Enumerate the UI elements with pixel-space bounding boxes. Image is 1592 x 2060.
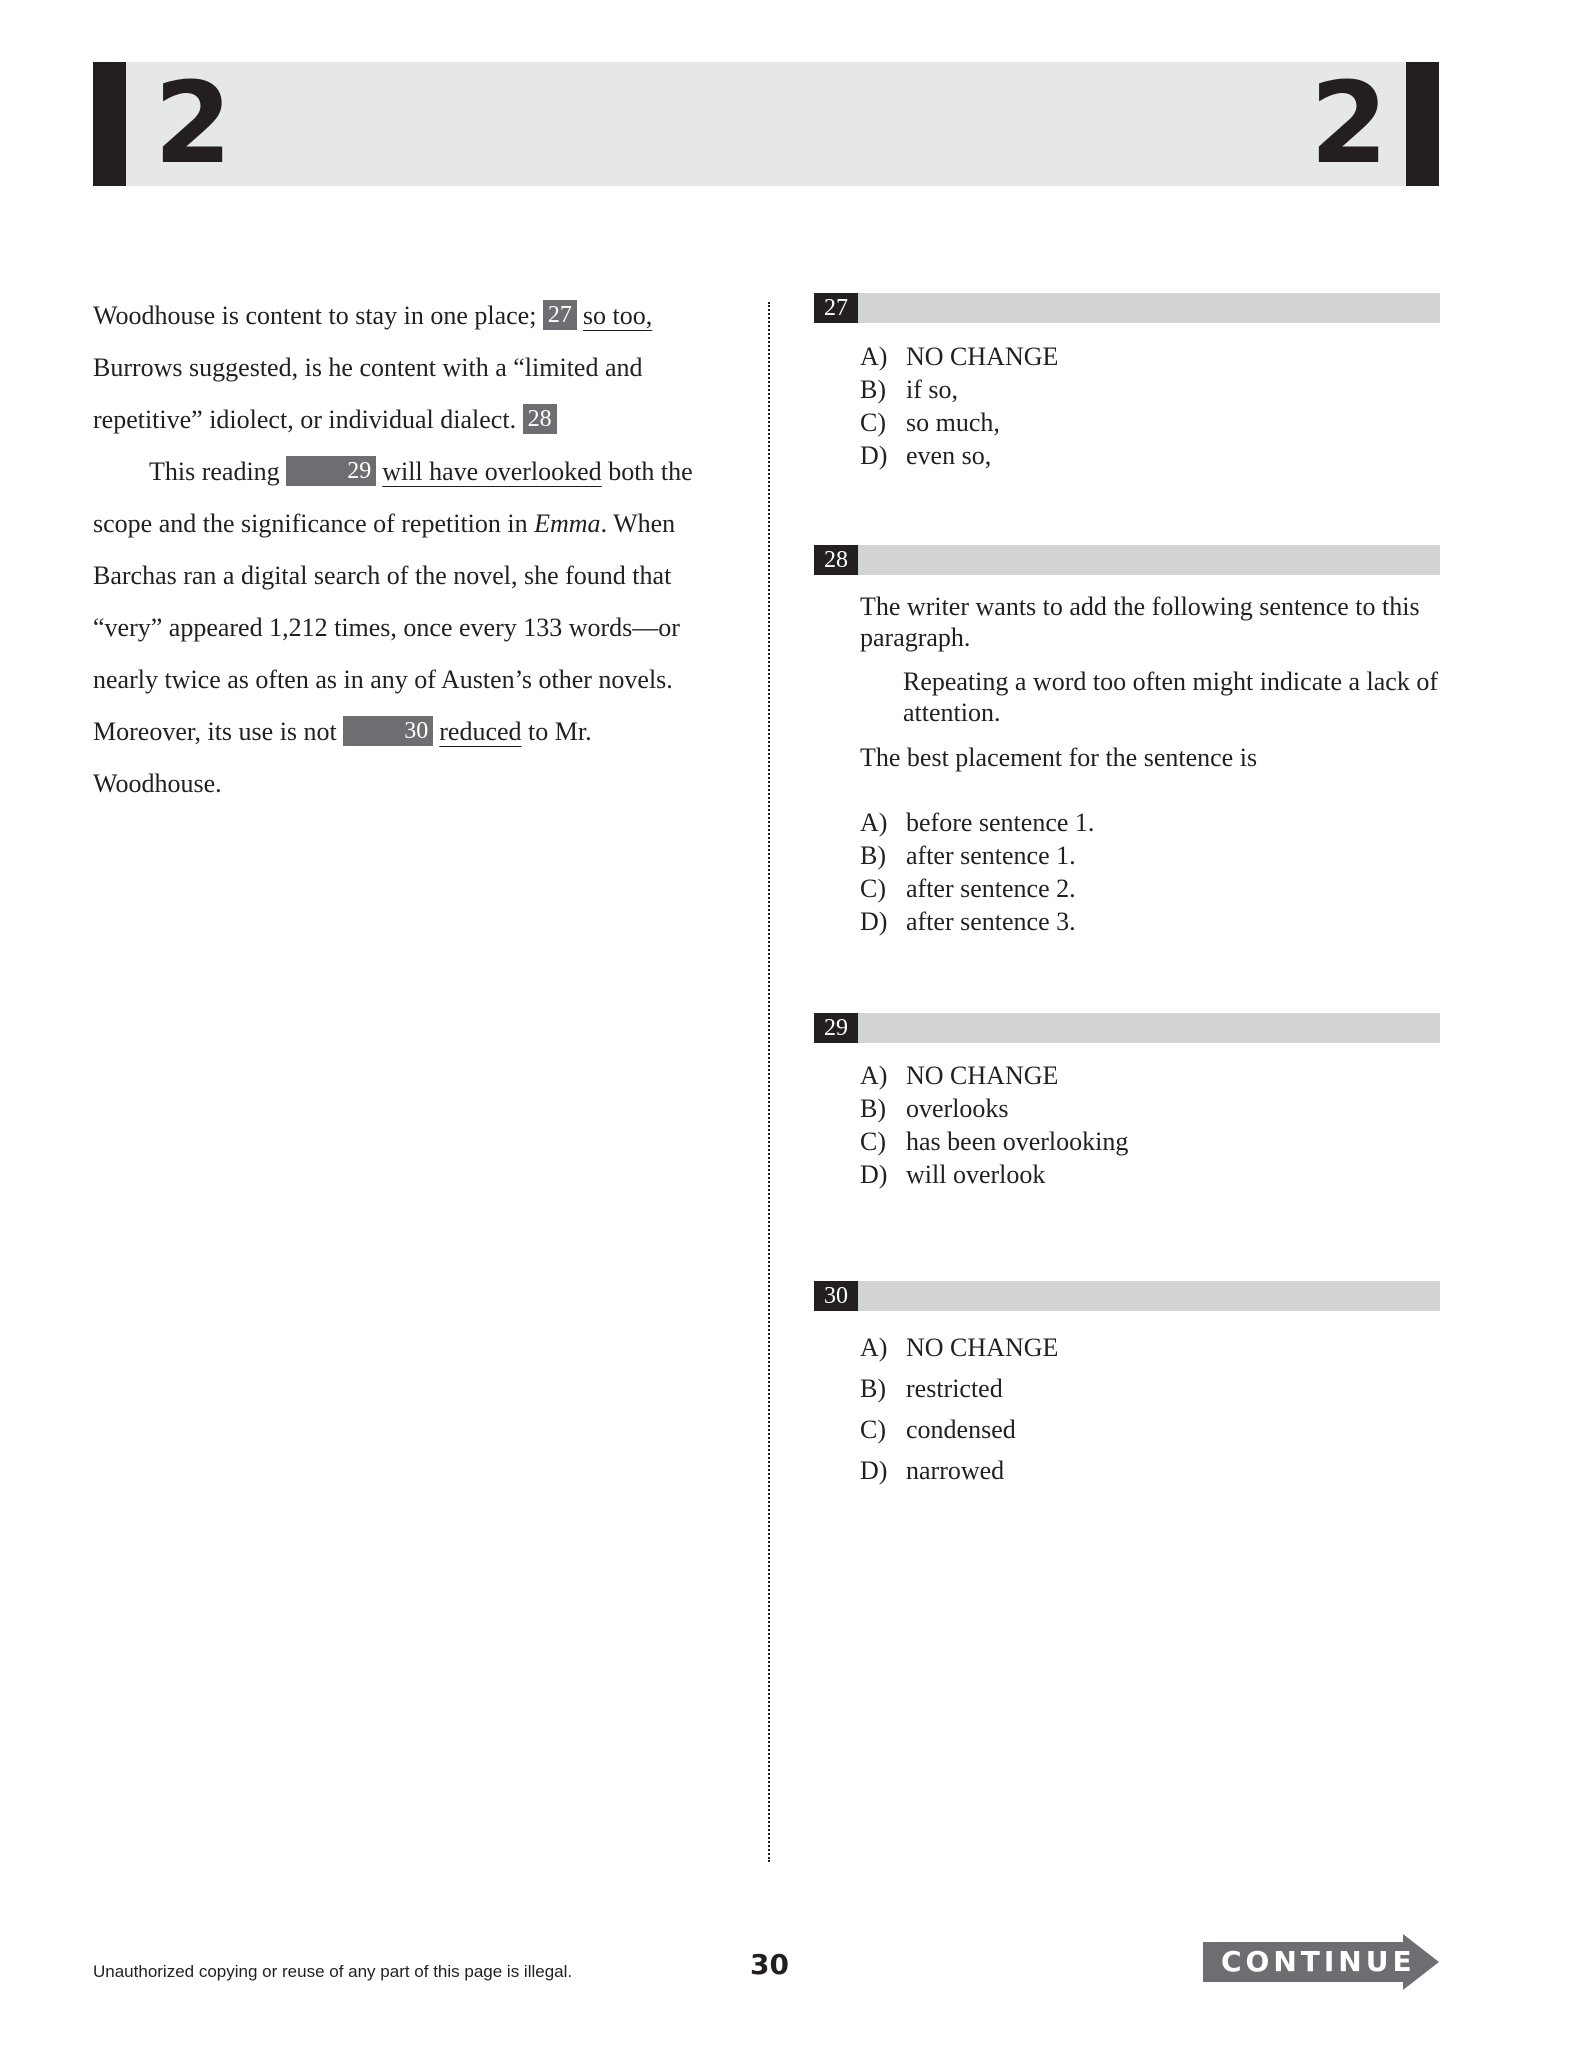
choice-letter: A) xyxy=(860,342,888,371)
choice-text: will overlook xyxy=(906,1160,1046,1189)
passage-text: both the scope and the significance of repetition in xyxy=(93,457,693,538)
choice-item[interactable] xyxy=(860,1409,1058,1450)
choice-letter: B) xyxy=(860,841,886,870)
choice-letter: C) xyxy=(860,1127,886,1156)
choice-letter: A) xyxy=(860,1333,888,1362)
question-marker-27[interactable]: 27 xyxy=(543,300,577,330)
passage-italic-title: Emma xyxy=(534,509,601,538)
choice-letter: C) xyxy=(860,408,886,437)
choice-letter: C) xyxy=(860,1415,886,1444)
choice-text: has been overlooking xyxy=(906,1127,1129,1156)
passage-text: . When Barchas ran a digital search of the novel, she found that “very” appeared 1,212 times, once every 133 words—or nearly twice as often as in any of Austen’s other novels. Moreover, its use is not xyxy=(93,509,680,746)
choice-letter: B) xyxy=(860,1374,886,1403)
question-29-choices xyxy=(860,1059,1128,1191)
passage xyxy=(93,290,723,810)
choice-letter: A) xyxy=(860,1061,888,1090)
choice-item[interactable] xyxy=(860,1327,1058,1368)
question-marker-29[interactable]: 29 xyxy=(286,456,376,486)
underlined-text-27: so too, xyxy=(582,301,653,330)
choice-letter: D) xyxy=(860,1160,888,1189)
page-number: 30 xyxy=(750,1948,789,1981)
section-header-left-bar xyxy=(93,62,126,186)
choice-text: NO CHANGE xyxy=(906,1061,1059,1090)
choice-text: even so, xyxy=(906,441,992,470)
choice-item[interactable] xyxy=(860,340,1058,373)
choice-item[interactable] xyxy=(860,1125,1128,1158)
question-28-number: 28 xyxy=(814,545,858,575)
passage-text: This reading xyxy=(149,457,280,486)
choice-text: after sentence 3. xyxy=(906,907,1076,936)
section-header-band xyxy=(93,59,1439,189)
question-30-number: 30 xyxy=(814,1281,858,1311)
passage-paragraph-1 xyxy=(93,290,723,446)
underlined-text-29: will have overlooked xyxy=(382,457,602,486)
choice-text: overlooks xyxy=(906,1094,1009,1123)
choice-item[interactable] xyxy=(860,1059,1128,1092)
choice-letter: C) xyxy=(860,874,886,903)
passage-paragraph-2 xyxy=(93,446,723,810)
choice-text: restricted xyxy=(906,1374,1003,1403)
question-29-header xyxy=(814,1013,1440,1043)
choice-item[interactable] xyxy=(860,1158,1128,1191)
question-28-header xyxy=(814,545,1440,575)
question-27-number: 27 xyxy=(814,293,858,323)
question-27-choices xyxy=(860,340,1058,472)
choice-item[interactable] xyxy=(860,373,1058,406)
choice-letter: D) xyxy=(860,907,888,936)
underlined-text-30: reduced xyxy=(439,717,522,746)
copyright-notice: Unauthorized copying or reuse of any part of this page is illegal. xyxy=(93,1962,573,1981)
choice-item[interactable] xyxy=(860,872,1094,905)
choice-letter: D) xyxy=(860,441,888,470)
choice-text: before sentence 1. xyxy=(906,808,1095,837)
choice-text: condensed xyxy=(906,1415,1016,1444)
choice-letter: A) xyxy=(860,808,888,837)
choice-text: so much, xyxy=(906,408,1000,437)
question-29-number: 29 xyxy=(814,1013,858,1043)
passage-text: to Mr. Woodhouse. xyxy=(93,717,592,798)
continue-label: CONTINUE xyxy=(1221,1945,1416,1978)
question-28-quote: Repeating a word too often might indicate a lack of attention. xyxy=(903,667,1438,727)
continue-button[interactable] xyxy=(1203,1934,1439,1990)
question-30-choices xyxy=(860,1327,1058,1491)
question-28-stem: The best placement for the sentence is xyxy=(860,743,1258,772)
column-divider xyxy=(768,302,770,1862)
question-marker-30[interactable]: 30 xyxy=(343,716,433,746)
section-number-left: 2 xyxy=(154,59,232,189)
choice-letter: B) xyxy=(860,1094,886,1123)
choice-text: after sentence 1. xyxy=(906,841,1076,870)
choice-text: NO CHANGE xyxy=(906,342,1059,371)
question-marker-28[interactable]: 28 xyxy=(523,404,557,434)
passage-text: Burrows suggested, is he content with a “limited and repetitive” idiolect, or individual dialect. xyxy=(93,353,643,434)
passage-text: Woodhouse is content to stay in one place; xyxy=(93,301,537,330)
choice-item[interactable] xyxy=(860,406,1058,439)
choice-text: after sentence 2. xyxy=(906,874,1076,903)
choice-item[interactable] xyxy=(860,905,1094,938)
section-number-right: 2 xyxy=(1310,59,1388,189)
choice-item[interactable] xyxy=(860,806,1094,839)
question-28-prompt: The writer wants to add the following sentence to this paragraph. xyxy=(860,592,1420,652)
question-28-choices xyxy=(860,806,1094,938)
choice-item[interactable] xyxy=(860,1368,1058,1409)
choice-letter: B) xyxy=(860,375,886,404)
question-27-header xyxy=(814,293,1440,323)
choice-text: NO CHANGE xyxy=(906,1333,1059,1362)
choice-text: if so, xyxy=(906,375,958,404)
choice-text: narrowed xyxy=(906,1456,1005,1485)
choice-item[interactable] xyxy=(860,439,1058,472)
choice-item[interactable] xyxy=(860,1092,1128,1125)
choice-letter: D) xyxy=(860,1456,888,1485)
choice-item[interactable] xyxy=(860,839,1094,872)
question-30-header xyxy=(814,1281,1440,1311)
section-header-right-bar xyxy=(1406,62,1439,186)
choice-item[interactable] xyxy=(860,1450,1058,1491)
